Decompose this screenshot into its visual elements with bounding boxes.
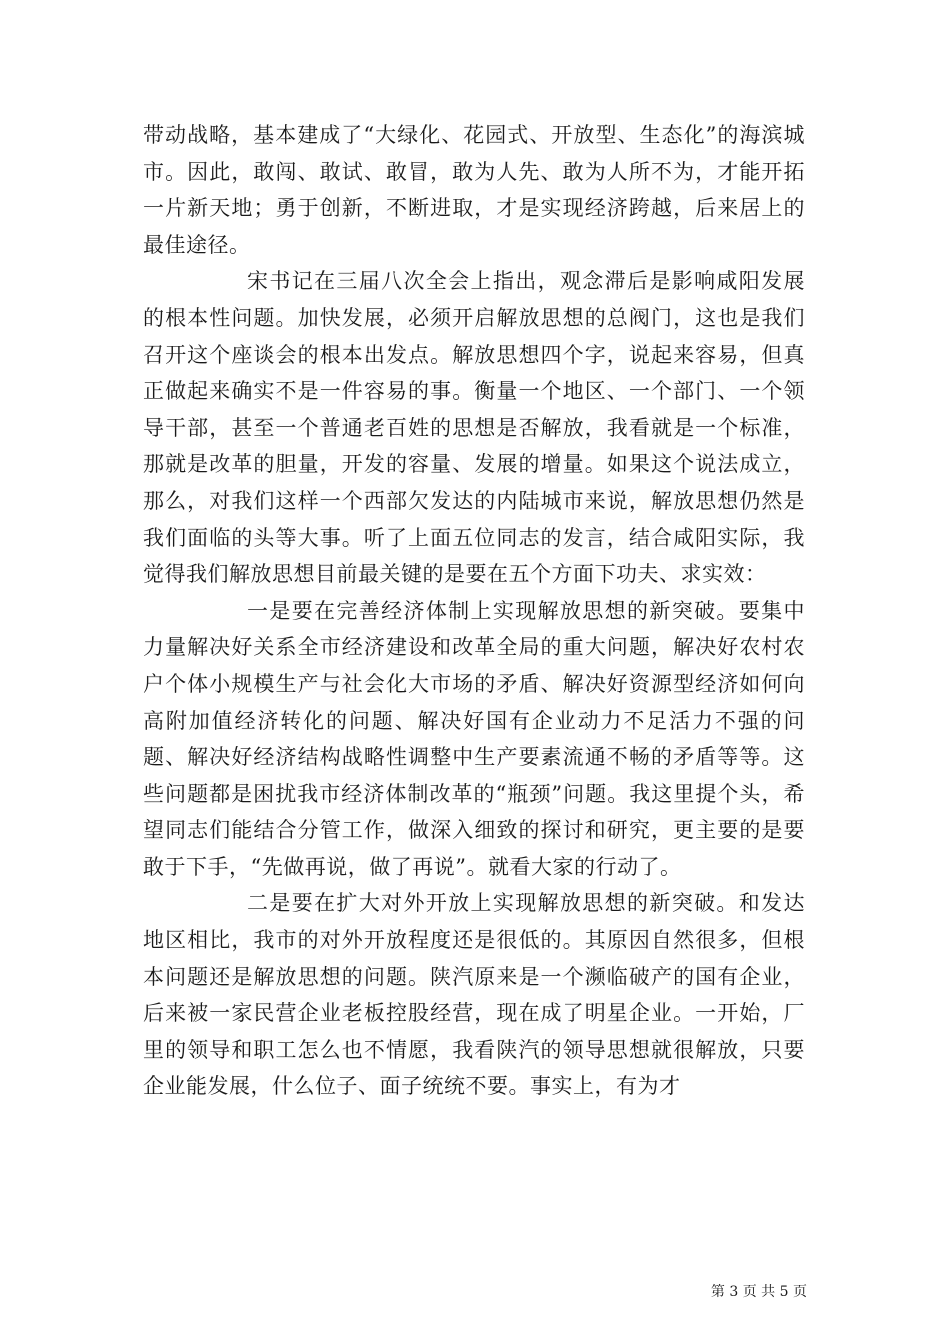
document-body: [143, 117, 805, 1105]
paragraph-1: 带动战略，基本建成了“大绿化、花园式、开放型、生态化”的海滨城市。因此，敢闯、敢试、敢冒，敢为人先、敢为人所不为，才能开拓一片新天地；勇于创新，不断进取，才是实现经济跨越，后来居上的最佳途径。: [143, 123, 805, 257]
paragraph-4: 二是要在扩大对外开放上实现解放思想的新突破。和发达地区相比，我市的对外开放程度还是很低的。其原因自然很多，但根本问题还是解放思想的问题。陕汽原来是一个濒临破产的国有企业，后来被一家民营企业老板控股经营，现在成了明星企业。一开始，厂里的领导和职工怎么也不情愿，我看陕汽的领导思想就很解放，只要企业能发展，什么位子、面子统统不要。事实上，有为才: [143, 891, 805, 1099]
paragraph-3: 一是要在完善经济体制上实现解放思想的新突破。要集中力量解决好关系全市经济建设和改革全局的重大问题，解决好农村农户个体小规模生产与社会化大市场的矛盾、解决好资源型经济如何向高附加值经济转化的问题、解决好国有企业动力不足活力不强的问题、解决好经济结构战略性调整中生产要素流通不畅的矛盾等等。这些问题都是困扰我市经济体制改革的“瓶颈”问题。我这里提个头，希望同志们能结合分管工作，做深入细致的探讨和研究，更主要的是要敢于下手，“先做再说，做了再说”。就看大家的行动了。: [143, 598, 805, 879]
paragraph-2: 宋书记在三届八次全会上指出，观念滞后是影响咸阳发展的根本性问题。加快发展，必须开启解放思想的总阀门，这也是我们召开这个座谈会的根本出发点。解放思想四个字，说起来容易，但真正做起来确实不是一件容易的事。衡量一个地区、一个部门、一个领导干部，甚至一个普通老百姓的思想是否解放，我看就是一个标准，那就是改革的胆量，开发的容量、发展的增量。如果这个说法成立，那么，对我们这样一个西部欠发达的内陆城市来说，解放思想仍然是我们面临的头等大事。听了上面五位同志的发言，结合咸阳实际，我觉得我们解放思想目前最关键的是要在五个方面下功夫、求实效：: [143, 269, 805, 587]
page-number-footer: 第 3 页 共 5 页: [710, 1284, 807, 1300]
